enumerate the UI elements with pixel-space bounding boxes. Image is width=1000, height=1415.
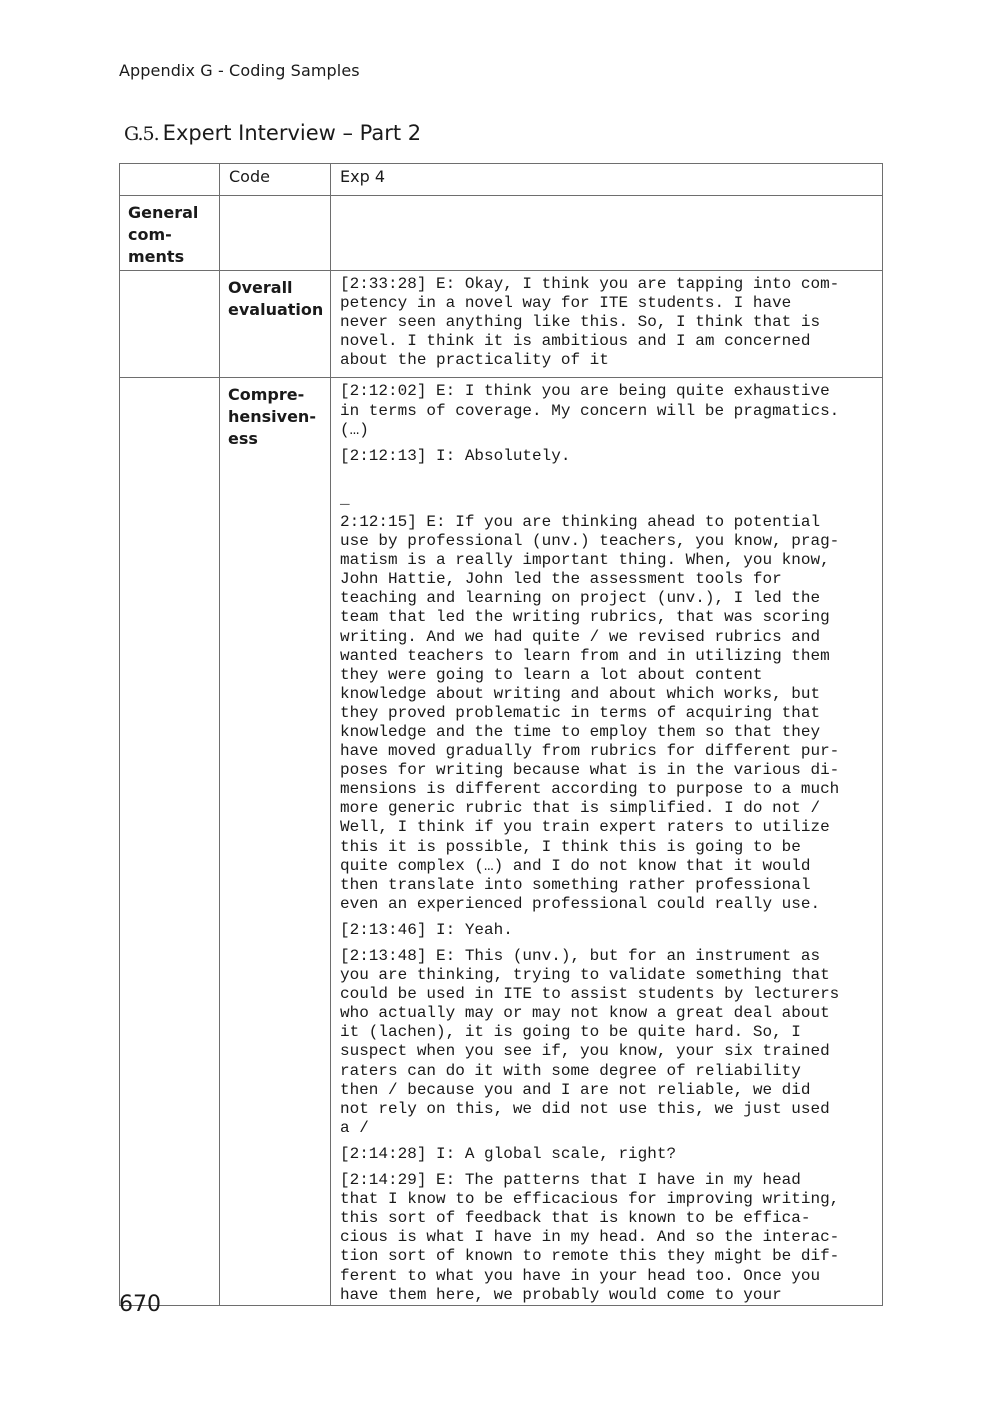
header-code: Code — [220, 164, 331, 196]
quote-block: [2:14:28] I: A global scale, right? — [340, 1144, 677, 1163]
category-empty — [120, 378, 220, 1305]
quote-comprehensiveness — [331, 378, 883, 1305]
code-empty — [220, 196, 331, 271]
coding-table — [119, 163, 883, 1306]
page-number: 670 — [119, 1292, 161, 1317]
category-empty — [120, 271, 220, 378]
running-header: Appendix G - Coding Samples — [119, 61, 360, 80]
quote-block: [2:12:13] I: Absolutely. — [340, 446, 571, 465]
quote-block: [2:12:02] E: I think you are being quite exhaustive in terms of coverage. My concern will be pragmatics. (…) — [340, 382, 840, 439]
quote-block: 2:12:15] E: If you are thinking ahead to potential use by professional (unv.) teachers, you know, prag- matism is a really important thing. When, you know, John Hattie, John led the assessment tools for teaching and learning on project (unv.), I led the team that led the writing rubrics, that was scoring writing. And we had quite / we revised rubrics and wanted teachers to learn from and in utilizing them they were going to learn a lot about content knowledge about writing and about which works, but they proved problematic in terms of acquiring that knowledge and the time to employ them so that they have moved gradually from rubrics for different pur- poses for writing because what is in the various di- mensions is different according to purpose to a much more generic rubric that is simplified. I do not / Well, I think if you train expert raters to utilize this it is possible, I think this is going to be quite complex (…) and I do not know that it would then translate into something rather professional even an experienced professional could really use. — [340, 512, 840, 913]
section-heading — [124, 121, 421, 145]
category-general-comments: General com- ments — [120, 196, 220, 271]
quote-empty — [331, 196, 883, 271]
quote-block: [2:13:48] E: This (unv.), but for an instrument as you are thinking, trying to validate something that could be used in ITE to assist students by lecturers who actually may or may not know a great deal about it (lachen), it is going to be quite hard. So, I suspect when you see if, you know, your six trained raters can do it with some degree of reliability then / because you and I are not reliable, we did not rely on this, we did not use this, we just used a / — [340, 947, 840, 1137]
code-overall-evaluation: Overall evaluation — [220, 271, 331, 378]
section-number: G.5. — [124, 123, 159, 145]
quote-block: [2:33:28] E: Okay, I think you are tapping into com- petency in a novel way for ITE students. I have never seen anything like this. So, I think that is novel. I think it is ambitious and I am concerned about the practicality of it — [340, 275, 840, 370]
code-comprehensiveness: Compre- hensiven- ess — [220, 378, 331, 1305]
quote-block: [2:13:46] I: Yeah. — [340, 920, 513, 939]
quote-block: [2:14:29] E: The patterns that I have in my head that I know to be efficacious for improving writing, this sort of feedback that is known to be effica- cious is what I have in my head. And so the interac- tion sort of known to remote this they might be dif- ferent to what you have in your head too. Once you have them here, we probably would come to your — [340, 1171, 840, 1304]
header-category — [120, 164, 220, 196]
table-row-comprehensiveness — [120, 378, 883, 1305]
table-row-general-comments — [120, 196, 883, 271]
stray-mark: _ — [340, 489, 350, 508]
quote-overall-evaluation — [331, 271, 883, 378]
header-expert: Exp 4 — [331, 164, 883, 196]
table-row-overall-evaluation — [120, 271, 883, 378]
section-title: Expert Interview – Part 2 — [162, 121, 422, 145]
table-header-row — [120, 164, 883, 196]
